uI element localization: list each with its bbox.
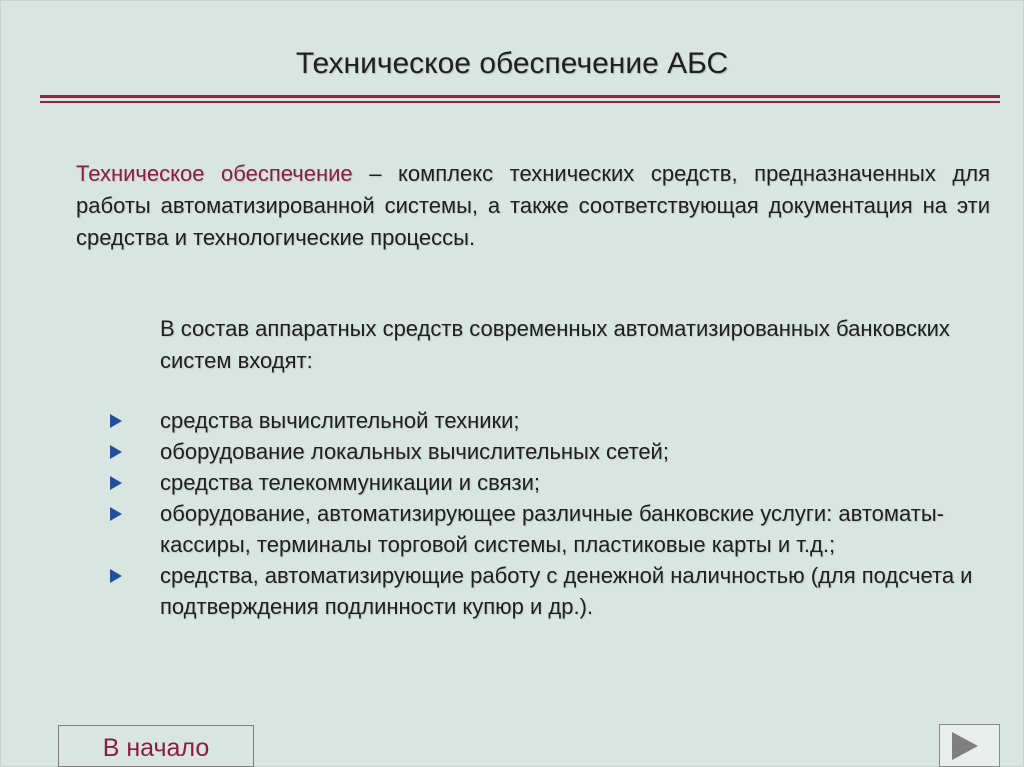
home-button[interactable]: В начало bbox=[58, 725, 254, 767]
hardware-list-item bbox=[110, 498, 980, 560]
hardware-list-item-text: оборудование локальных вычислительных сетей; bbox=[160, 439, 669, 464]
hardware-list-item bbox=[110, 560, 980, 622]
slide-title: Техническое обеспечение АБС bbox=[295, 47, 729, 80]
hardware-list-item bbox=[110, 467, 980, 498]
bullet-arrow-icon bbox=[110, 414, 122, 428]
definition-paragraph bbox=[76, 158, 990, 254]
hardware-list-item-text: средства телекоммуникации и связи; bbox=[160, 470, 541, 495]
bullet-arrow-icon bbox=[110, 507, 122, 521]
title-divider-bottom bbox=[40, 101, 1000, 103]
bullet-arrow-icon bbox=[110, 476, 122, 490]
bullet-arrow-icon bbox=[110, 569, 122, 583]
definition-text: – комплекс технических средств, предназначенных для работы автоматизированной системы, а также соответствующая документация на эти средства и технологические процессы. bbox=[76, 161, 990, 250]
hardware-list-item bbox=[110, 436, 980, 467]
next-slide-button[interactable] bbox=[939, 724, 1000, 767]
hardware-list-item-text: средства вычислительной техники; bbox=[160, 408, 520, 433]
hardware-list-item bbox=[110, 405, 980, 436]
hardware-list-item-text: оборудование, автоматизирующее различные банковские услуги: автоматы-кассиры, терминалы торговой системы, пластиковые карты и т.д.; bbox=[160, 501, 944, 557]
definition-term: Техническое обеспечение bbox=[76, 161, 353, 186]
hardware-list bbox=[110, 405, 980, 622]
hardware-list-item-text: средства, автоматизирующие работу с денежной наличностью (для подсчета и подтверждения подлинности купюр и др.). bbox=[160, 563, 973, 619]
bullet-arrow-icon bbox=[110, 445, 122, 459]
hardware-intro: В состав аппаратных средств современных автоматизированных банковских систем входят: bbox=[160, 316, 950, 373]
title-divider-top bbox=[40, 95, 1000, 98]
